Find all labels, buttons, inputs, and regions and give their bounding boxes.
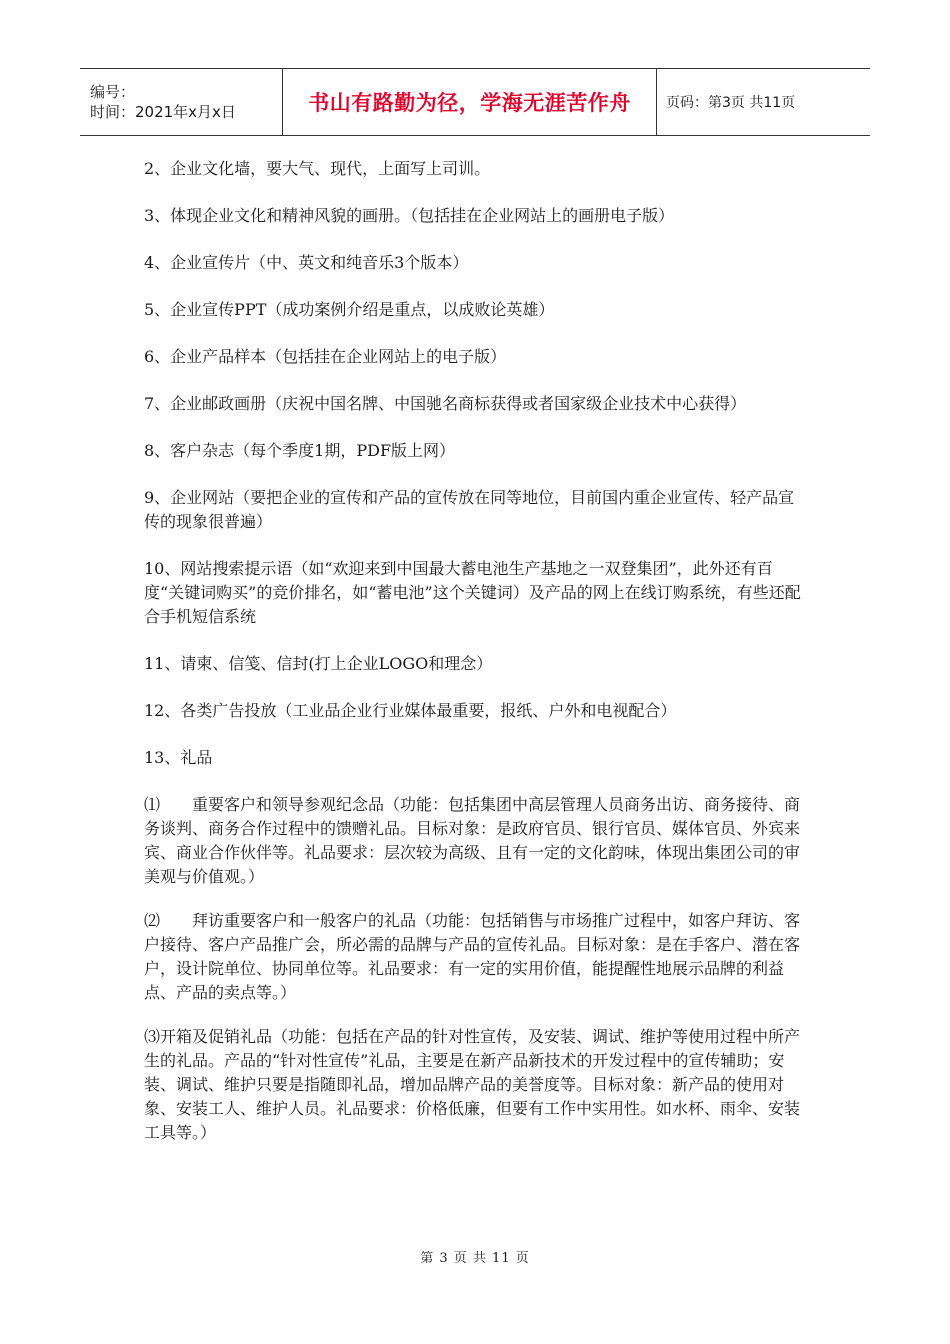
document-number-label: 编号： [90,83,136,101]
document-date: 时间：2021年x月x日 [90,103,236,121]
list-item: 9、企业网站（要把企业的宣传和产品的宣传放在同等地位，目前国内重企业宣传、轻产品宣传的现象很普遍） [144,488,795,531]
list-item: 8、客户杂志（每个季度1期，PDF版上网） [144,441,456,460]
header-motto-cell [283,69,657,135]
gift-sub-item: ⑴ 重要客户和领导参观纪念品（功能：包括集团中高层管理人员商务出访、商务接待、商务谈判、商务合作过程中的馈赠礼品。目标对象：是政府官员、银行官员、媒体官员、外宾来宾、商业合作伙伴等。礼品要求：层次较为高级、且有一定的文化韵味，体现出集团公司的审美观与价值观。） [144,795,801,886]
list-item: 2、企业文化墙，要大气、现代，上面写上司训。 [144,159,491,178]
gift-sub-item: ⑶开箱及促销礼品（功能：包括在产品的针对性宣传，及安装、调试、维护等使用过程中所产生的礼品。产品的“针对性宣传”礼品，主要是在新产品新技术的开发过程中的宣传辅助；安装、调试、维护只要是指随即礼品，增加品牌产品的美誉度等。目标对象：新产品的使用对象、安装工人、维护人员。礼品要求：价格低廉，但要有工作中实用性。如水杯、雨伞、安装工具等。） [144,1027,801,1142]
list-item: 10、网站搜索提示语（如“欢迎来到中国最大蓄电池生产基地之一双登集团”，此外还有百度“关键词购买”的竞价排名，如“蓄电池”这个关键词）及产品的网上在线订购系统，有些还配合手机短信系统 [144,559,801,626]
document-body [144,157,808,1165]
list-item: 13、礼品 [144,748,213,767]
list-item: 7、企业邮政画册（庆祝中国名牌、中国驰名商标获得或者国家级企业技术中心获得） [144,394,747,413]
list-item: 3、体现企业文化和精神风貌的画册。（包括挂在企业网站上的画册电子版） [144,206,675,225]
list-item: 4、企业宣传片（中、英文和纯音乐3个版本） [144,253,469,272]
list-item: 11、请柬、信笺、信封(打上企业LOGO和理念） [144,654,493,673]
header-meta [80,69,283,135]
list-item: 12、各类广告投放（工业品企业行业媒体最重要，报纸、户外和电视配合） [144,701,677,720]
list-item: 5、企业宣传PPT（成功案例介绍是重点，以成败论英雄） [144,300,555,319]
list-item: 6、企业产品样本（包括挂在企业网站上的电子版） [144,347,507,366]
header-page-info: 页码：第3页 共11页 [666,95,796,111]
gift-sub-item: ⑵ 拜访重要客户和一般客户的礼品（功能：包括销售与市场推广过程中，如客户拜访、客户接待、客户产品推广会，所必需的品牌与产品的宣传礼品。目标对象：是在手客户、潜在客户，设计院单位、协同单位等。礼品要求：有一定的实用价值，能提醒性地展示品牌的利益点、产品的卖点等。） [144,911,801,1002]
header-page-info-cell [657,69,870,135]
page-header [80,68,870,136]
page-footer: 第 3 页 共 11 页 [420,1251,530,1266]
header-motto: 书山有路勤为径，学海无涯苦作舟 [308,91,631,115]
